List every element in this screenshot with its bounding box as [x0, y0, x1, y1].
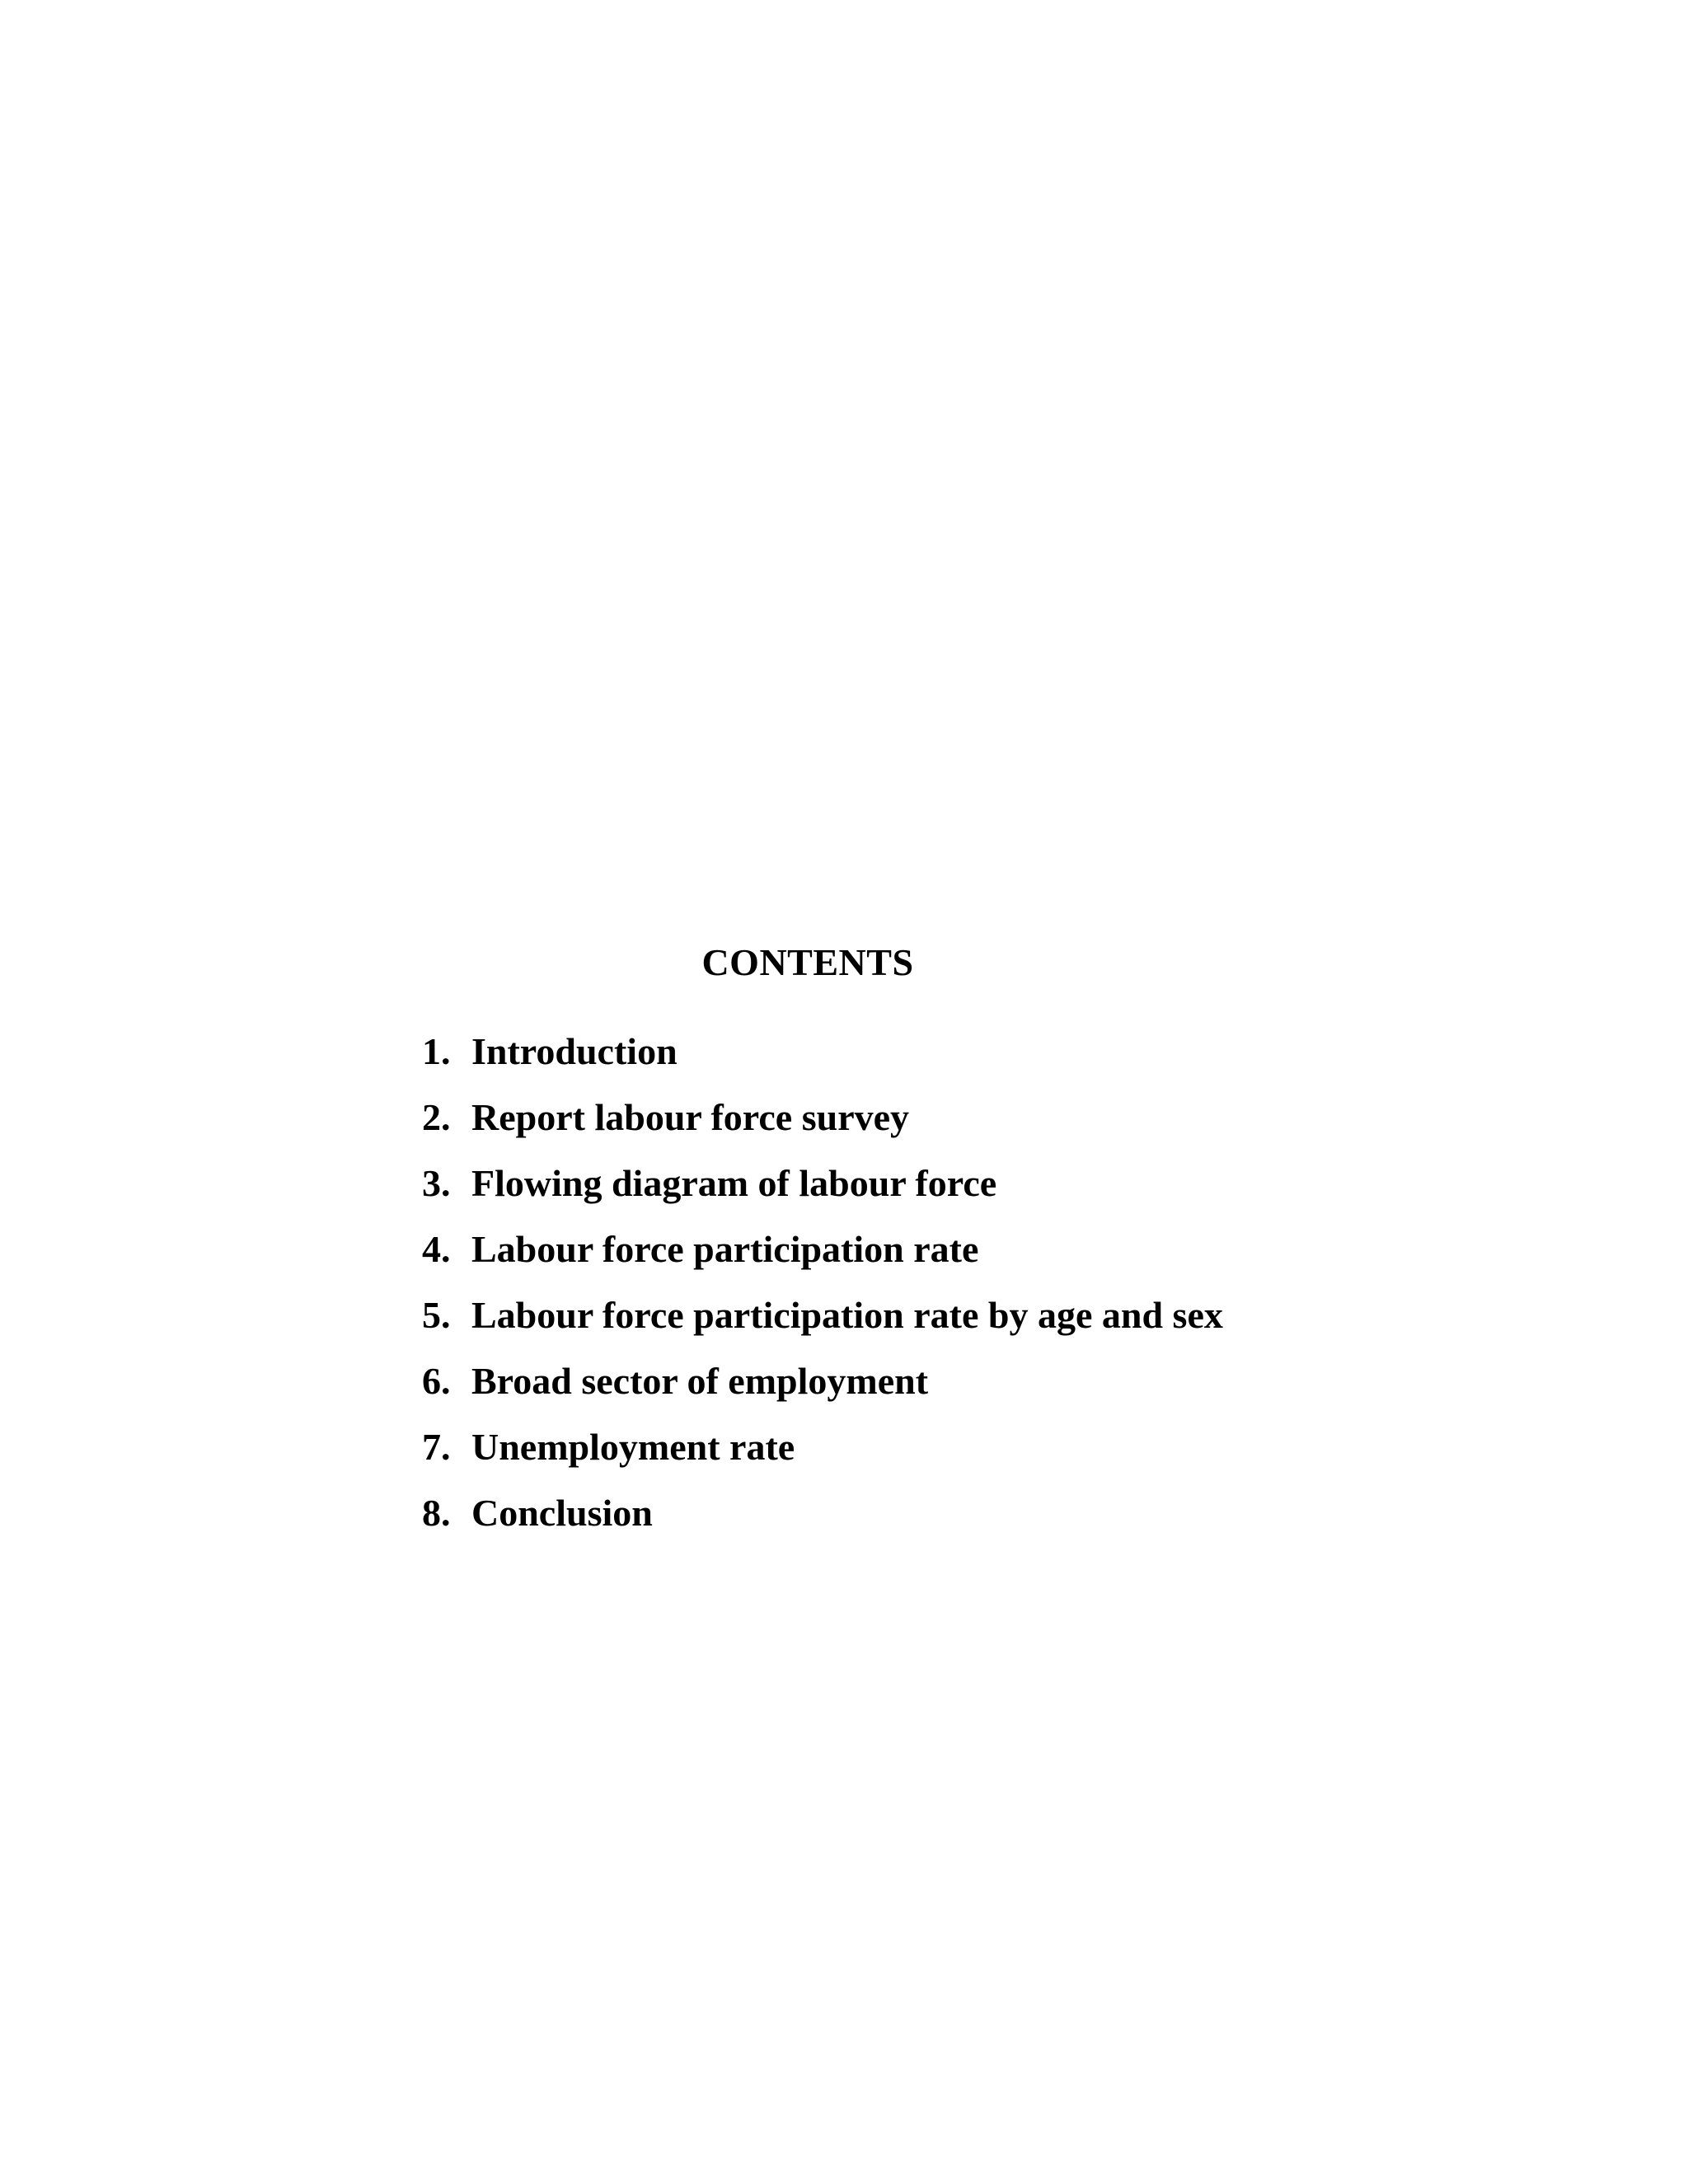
toc-item-label: Conclusion [471, 1492, 653, 1534]
toc-item-number: 8. [422, 1492, 451, 1534]
toc-item-number: 6. [422, 1360, 451, 1402]
toc-item-number: 5. [422, 1294, 451, 1336]
table-of-contents [422, 1027, 1223, 1554]
toc-item-participation-rate-by-age-sex [422, 1291, 1223, 1357]
toc-item-participation-rate [422, 1225, 1223, 1291]
toc-item-number: 3. [422, 1162, 451, 1204]
toc-item-introduction [422, 1027, 1223, 1093]
toc-item-label: Broad sector of employment [471, 1360, 929, 1402]
toc-item-number: 7. [422, 1426, 451, 1468]
toc-item-conclusion [422, 1488, 1223, 1554]
toc-item-label: Flowing diagram of labour force [471, 1162, 997, 1204]
toc-item-label: Unemployment rate [471, 1426, 795, 1468]
toc-item-broad-sector-employment [422, 1357, 1223, 1422]
toc-item-unemployment-rate [422, 1422, 1223, 1488]
toc-item-number: 4. [422, 1228, 451, 1270]
toc-item-report-labour-force-survey [422, 1093, 1223, 1159]
page-title: CONTENTS [701, 941, 914, 983]
toc-item-label: Labour force participation rate by age and sex [471, 1294, 1223, 1336]
toc-item-label: Introduction [471, 1030, 678, 1072]
toc-item-label: Labour force participation rate [471, 1228, 979, 1270]
toc-item-number: 1. [422, 1030, 451, 1072]
toc-item-label: Report labour force survey [471, 1096, 910, 1138]
toc-item-flowing-diagram [422, 1159, 1223, 1225]
toc-item-number: 2. [422, 1096, 451, 1138]
